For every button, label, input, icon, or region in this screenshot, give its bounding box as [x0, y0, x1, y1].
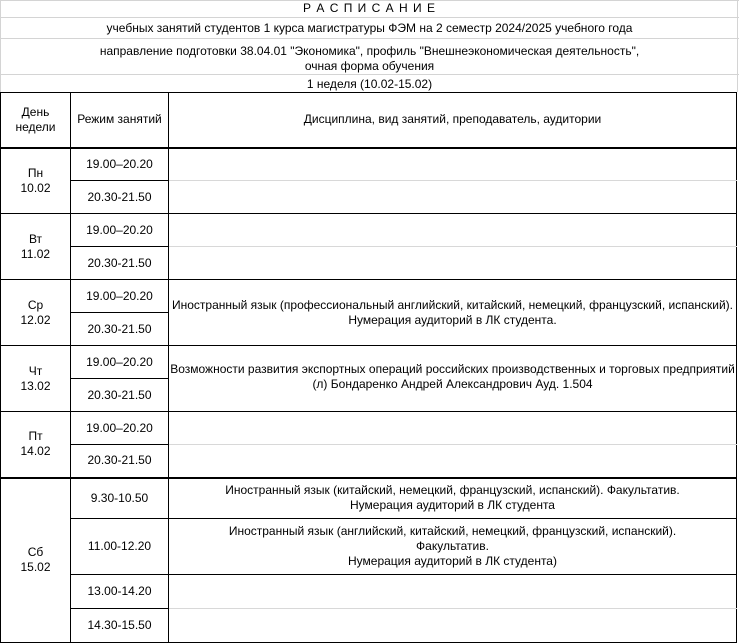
table-row — [1, 280, 737, 313]
table-header-row — [1, 93, 737, 148]
time-cell: 9.30-10.50 — [71, 478, 169, 519]
time-cell: 19.00–20.20 — [71, 346, 169, 379]
time-cell: 19.00–20.20 — [71, 214, 169, 247]
discipline-cell — [169, 575, 737, 609]
day-cell: Пн 10.02 — [1, 148, 71, 214]
header-day: День недели — [1, 93, 71, 148]
table-row — [1, 214, 737, 247]
time-cell: 19.00–20.20 — [71, 148, 169, 181]
time-cell: 13.00-14.20 — [71, 575, 169, 609]
discipline-cell — [169, 412, 737, 445]
time-cell: 20.30-21.50 — [71, 181, 169, 214]
table-row — [1, 148, 737, 181]
schedule-table — [0, 92, 737, 643]
day-cell: Сб 15.02 — [1, 478, 71, 643]
table-row — [1, 181, 737, 214]
table-row — [1, 412, 737, 445]
time-cell: 20.30-21.50 — [71, 247, 169, 280]
header-time: Режим занятий — [71, 93, 169, 148]
table-row — [1, 247, 737, 280]
schedule-title: Р А С П И С А Н И Е — [303, 1, 436, 15]
discipline-cell — [169, 247, 737, 280]
discipline-cell — [169, 181, 737, 214]
discipline-cell — [169, 148, 737, 181]
schedule-subtitle: учебных занятий студентов 1 курса магистратуры ФЭМ на 2 семестр 2024/2025 учебного года — [106, 21, 633, 35]
study-form-line: очная форма обучения — [304, 59, 435, 73]
time-cell: 19.00–20.20 — [71, 280, 169, 313]
discipline-cell — [169, 609, 737, 643]
time-cell: 14.30-15.50 — [71, 609, 169, 643]
header-discipline: Дисциплина, вид занятий, преподаватель, аудитории — [169, 93, 737, 148]
discipline-cell: Иностранный язык (профессиональный английский, китайский, немецкий, французский, испанский). Нумерация аудиторий в ЛК студента. — [169, 280, 737, 346]
time-cell: 20.30-21.50 — [71, 313, 169, 346]
time-cell: 20.30-21.50 — [71, 379, 169, 412]
discipline-cell — [169, 445, 737, 478]
program-line: направление подготовки 38.04.01 "Экономика", профиль "Внешнеэкономическая деятельность", — [99, 44, 640, 58]
time-cell: 19.00–20.20 — [71, 412, 169, 445]
discipline-cell: Иностранный язык (китайский, немецкий, французский, испанский). Факультатив. Нумерация аудиторий в ЛК студента — [169, 478, 737, 519]
discipline-cell: Иностранный язык (английский, китайский, немецкий, французский, испанский). Факультатив. Нумерация аудиторий в ЛК студента) — [169, 519, 737, 575]
discipline-cell: Возможности развития экспортных операций российских производственных и торговых предприятий (л) Бондаренко Андрей Александрович Ауд. 1.504 — [169, 346, 737, 412]
day-cell: Пт 14.02 — [1, 412, 71, 478]
table-row — [1, 609, 737, 643]
time-cell: 11.00-12.20 — [71, 519, 169, 575]
discipline-cell — [169, 214, 737, 247]
table-row — [1, 445, 737, 478]
day-cell: Вт 11.02 — [1, 214, 71, 280]
table-row — [1, 346, 737, 379]
time-cell: 20.30-21.50 — [71, 445, 169, 478]
day-cell: Чт 13.02 — [1, 346, 71, 412]
day-cell: Ср 12.02 — [1, 280, 71, 346]
table-row — [1, 519, 737, 575]
week-label: 1 неделя (10.02-15.02) — [306, 77, 433, 91]
table-row — [1, 575, 737, 609]
table-row — [1, 478, 737, 519]
